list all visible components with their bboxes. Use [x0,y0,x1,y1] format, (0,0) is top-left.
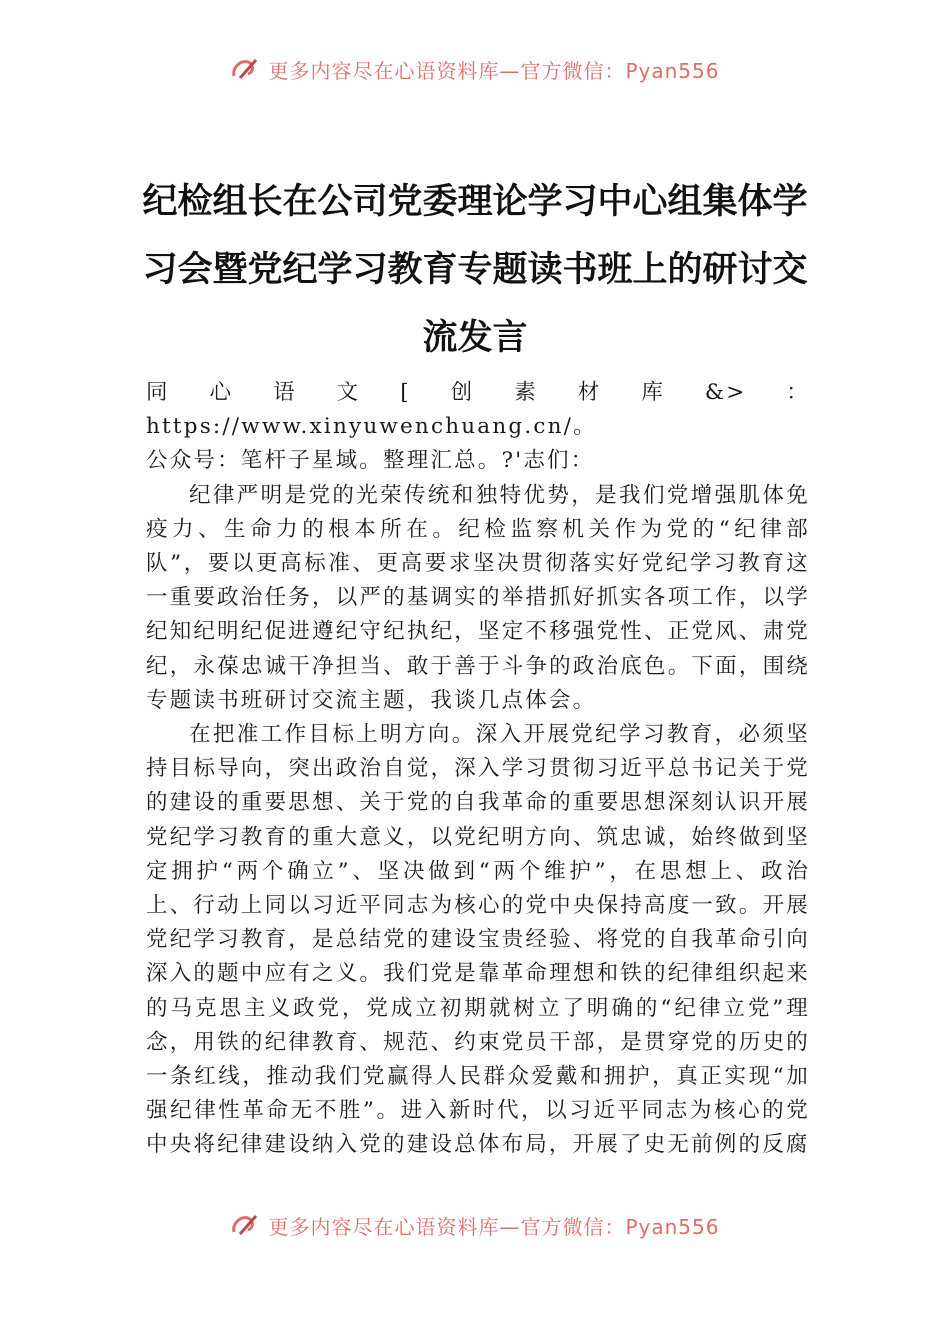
watermark-bottom [0,1208,950,1242]
watermark-text: 更多内容尽在心语资料库—官方微信：Pyan556 [268,1214,720,1239]
header-line-account: 公众号：笔杆子星域。整理汇总。?'志们： [146,448,595,474]
watermark-top [0,52,950,86]
document-title: 纪检组长在公司党委理论学习中心组集体学习会暨党纪学习教育专题读书班上的研讨交流发言 [142,181,808,358]
document-body [146,376,810,1163]
body-paragraph: 纪律严明是党的光荣传统和独特优势，是我们党增强肌体免疫力、生命力的根本所在。纪检监察机关作为党的“纪律部队”，要以更高标准、更高要求坚决贯彻落实好党纪学习教育这一重要政治任务，以严的基调实的举措抓好抓实各项工作，以学纪知纪明纪促进遵纪守纪执纪，坚定不移强党性、正党风、肃党纪，永葆忠诚干净担当、敢于善于斗争的政治底色。下面，围绕专题读书班研讨交流主题，我谈几点体会。 [146,482,810,713]
watermark-text: 更多内容尽在心语资料库—官方微信：Pyan556 [268,58,720,83]
brand-logo-icon [230,56,260,82]
body-paragraph: 在把准工作目标上明方向。深入开展党纪学习教育，必须坚持目标导向，突出政治自觉，深入学习贯彻习近平总书记关于党的建设的重要思想、关于党的自我革命的重要思想深刻认识开展党纪学习教育的重大意义，以党纪明方向、筑忠诚，始终做到坚定拥护“两个确立”、坚决做到“两个维护”，在思想上、政治上、行动上同以习近平同志为核心的党中央保持高度一致。开展党纪学习教育，是总结党的建设宝贵经验、将党的自我革命引向深入的题中应有之义。我们党是靠革命理想和铁的纪律组织起来的马克思主义政党，党成立初期就树立了明确的“纪律立党”理念，用铁的纪律教育、规范、约束党员干部，是贯穿党的历史的一条红线，推动我们党赢得人民群众爱戴和拥护，真正实现“加强纪律性革命无不胜”。进入新时代，以习近平同志为核心的党中央将纪律建设纳入党的建设总体布局，开展了史无前例的反腐 [146,722,810,1158]
header-line-source: 同心语文[创素材库&>：https://www.xinyuwenchuang.cn/。 [146,380,810,440]
brand-logo-icon [230,1212,260,1238]
